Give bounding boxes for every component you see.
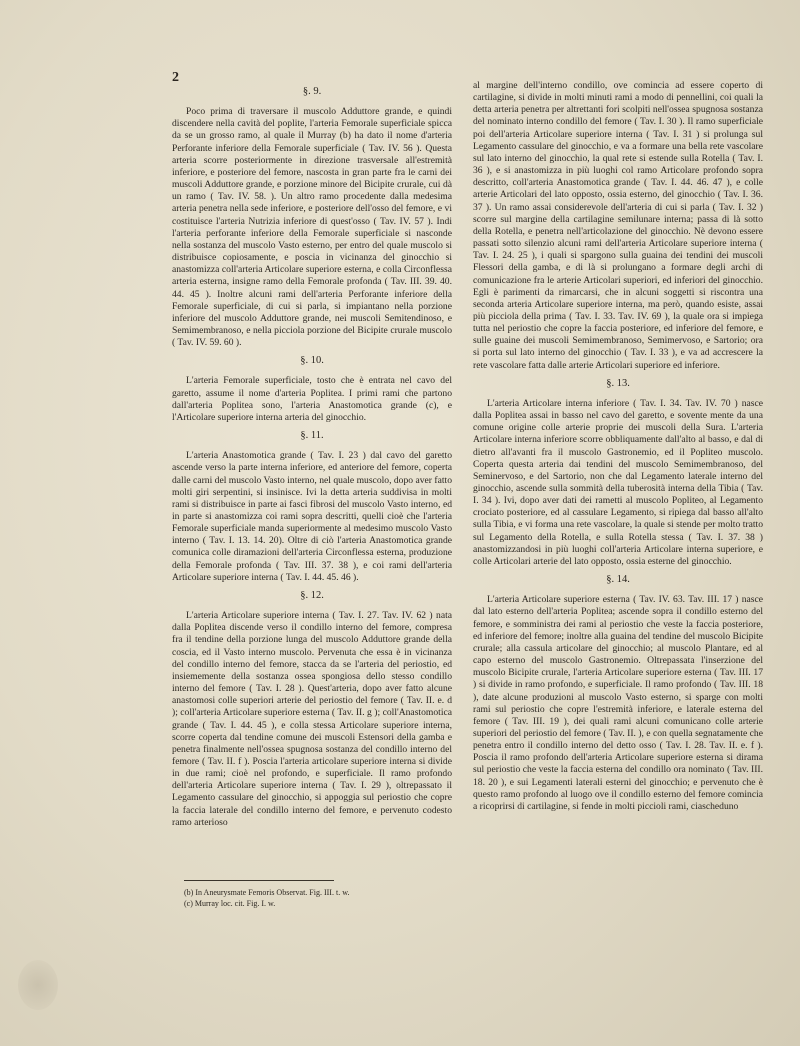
paragraph: L'arteria Articolare interna inferiore ( Tav. I. 34. Tav. IV. 70 ) nasce dalla Poplitea assai in basso nel cavo del garetto, e sovente mente da una comune origine colle arterie proprie dei muscoli della Sura. L'arteria Articolare interna inferiore scorre obbliquamente dall'alto al basso, e dal di dietro all'avanti fra il muscolo Gastronemio, ed il Popliteo muscolo. Coperta questa arteria dai tendini del muscolo Semimembranoso, del Seminervoso, e del Sartorio, non che dal Legamento laterale interno del ginocchio, ascende sulla sommità della tuberosità interna della Tibia ( Tav. I. 34 ). Ivi, dopo aver dati dei rametti al muscolo Popliteo, al Legamento crociato posteriore, ed al cassulare Legamento, si ripiega dal basso all'alto sulla Tibia, e vi forma una rete vascolare, la quale si stende per molto tratto sul Legamento della Rotella, e sulla Rotella stessa ( Tav. I. 37. 38 ) anastomizzandosi in più luoghi coll'arteria Articolare interna superiore, e colle Articolari arterie del lato opposto, ossia esterne del ginocchio. (473, 397, 763, 567)
paragraph: L'arteria Articolare superiore esterna ( Tav. IV. 63. Tav. III. 17 ) nasce dal lato esterno dell'arteria Poplitea; ascende sopra il condillo esterno del femore, e somministra dei rami al periostio che veste la faccia posteriore, ed inferiore del femore; inoltre alla guaina del tendine del muscolo Bicipite crurale; alla cassula articolare del ginocchio; al muscolo Plantare, ed al capo esterno del muscolo Gastronemio. Oltrepassata l'inserzione del muscolo Bicipite crurale, l'arteria Articolare superiore esterna ( Tav. III. 17 ) si divide in ramo profondo, e superficiale. Il ramo profondo ( Tav. III. 18 ), date alcune produzioni al muscolo Vasto esterno, si sparge con molti rami sul periostio che copre l'estremità inferiore, e laterale esterna del femore ( Tav. III. 19 ), dei quali rami alcuni comunicano colle arterie superiori del periostio del femore ( Tav. II. ), e con quella segnatamente che penetra entro il condillo interno del detto osso ( Tav. I. 28. Tav. II. e. f ). Poscia il ramo profondo dell'arteria Articolare superiore esterna si dirama sul periostio che veste la faccia esterna del condillo ora nominato ( Tav. III. 18. 20 ), e sui Legamenti laterali esterni del ginocchio; e pervenuto che è questo ramo profondo al luogo ove il condillo esterno del femore comincia a ricoprirsi di cartilagine, si fende in molti piccioli rami, ciascheduno (473, 594, 763, 812)
section (172, 355, 452, 424)
left-column (172, 80, 452, 829)
footnote-list (172, 887, 452, 909)
section-heading: §. 13. (606, 377, 630, 389)
section-heading: §. 9. (302, 86, 322, 97)
section (473, 80, 763, 372)
section (172, 430, 452, 584)
paragraph: L'arteria Articolare superiore interna ( Tav. I. 27. Tav. IV. 62 ) nata dalla Poplitea discende verso il condillo interno del femore, compresa fra il tendine della porzione lunga del muscolo Adduttore grande della coscia, ed il Vasto interno muscolo. Pervenuta che essa è in vicinanza del condillo interno del femore, stacca da se l'arteria del periostio, ed insiememente della sostanza ossea spongiosa dello stesso condillo interno del femore ( Tav. I. 28 ). Quest'arteria, dopo aver fatto alcune anastomosi colle superiori arterie del periostio del femore ( Tav. II. e. d ); coll'arteria Articolare superiore esterna ( Tav. II. g ); coll'Anastomotica grande ( Tav. I. 44. 45 ), e colla stessa Articolare superiore interna, scorre coperta dal tendine comune dei muscoli Estensori della gamba e penetra finalmente nell'ossea spugnosa sostanza del condillo interno del femore ( Tav. II. f ). Poscia l'arteria articolare superiore interna si divide in due rami; cioè nel profondo, e superficiale. Il ramo profondo dell'arteria Articolare superiore interna ( Tav. I. 29 ), oltrepassato il Legamento cassulare del ginocchio, si appoggia sul periostio che copre la faccia laterale del condillo interno del femore, e pervenuto codesto ramo arterioso (172, 610, 452, 828)
paragraph: al margine dell'interno condillo, ove comincia ad essere coperto di cartilagine, si divide in molti minuti rami a modo di pennellini, coi quali la detta arteria penetra per altrettanti fori scolpiti nell'ossea spugnosa sostanza del nominato interno condillo del femore ( Tav. I. 30 ). Il ramo superficiale poi dell'arteria Articolare superiore interna ( Tav. I. 31 ) si prolunga sul Legamento cassulare del ginocchio, e va a formare una bella rete vascolare sul lato interno del ginocchio, la qual rete si estende sulla Rotella ( Tav. I. 36 ), e si anastomizza in più luoghi col ramo Articolare profondo sopra descritto, coll'arteria Anastomotica grande ( Tav. I. 44. 46. 47 ), e colle arterie Articolari del lato opposto, ossia esterno, del ginocchio ( Tav. I. 36. 37 ). Un ramo assai considerevole dell'arteria di cui si parla ( Tav. I. 32 ) scorre sul margine della cartilagine semilunare interna; passa di là sotto della Rotella, e penetra nell'articolazione del ginocchio. Nè devono essere passati sotto silenzio alcuni rami dell'arteria Articolare superiore interna ( Tav. I. 24. 25 ), i quali si spargono sulla guaina dei tendini dei muscoli Flessori della gamba, e di là si prolungano a formare degli archi di comunicazione fra le arterie Articolari superiori, ed inferiori del ginocchio. Egli è parimenti da rimarcarsi, che in alcuni soggetti si riscontra una seconda arteria Articolare superiore interna, ma però, quando esiste, assai più picciola della prima ( Tav. I. 33. Tav. IV. 69 ), la quale ora si impiega tutta nel periostio che copre la faccia posteriore, ed inferiore del femore, e sulle guaine dei muscoli Semimembranoso, Semimervoso, e Sartorio; ora si porta sul lato interno del ginocchio ( Tav. I. 33 ), e va ad accrescere la rete vascolare fatta dalle arterie Articolari superiore ed inferiore. (473, 80, 763, 371)
section-heading: §. 11. (300, 430, 324, 442)
section-heading: §. 12. (300, 589, 324, 601)
footnote-rule (184, 880, 334, 881)
section (473, 574, 763, 813)
page-number: 2 (172, 70, 179, 85)
section-heading: §. 14. (606, 574, 630, 586)
section-heading: §. 10. (300, 355, 324, 367)
paragraph: Poco prima di traversare il muscolo Adduttore grande, e quindi discendere nella cavità del poplite, l'arteria Femorale superficiale spicca da se un grosso ramo, al quale il Murray (b) ha dato il nome d'arteria Perforante inferiore della Femorale superficiale ( Tav. IV. 56 ). Questa arteria scorre posteriormente in direzione trasversale all'estremità inferiore, e posteriore del femore, nascosta in gran parte fra le carni dei muscoli Adduttore grande, e porzione minore del Bicipite crurale, cui dà un ramo ( Tav. IV. 58. ). Un altro ramo procedente dalla medesima arteria penetra nella sede inferiore, e posteriore dell'osso del femore, e vi costituisce l'arteria Nutrizia inferiore di quest'osso ( Tav. IV. 57 ). Indi l'arteria perforante inferiore della Femorale superficiale si nasconde nella sostanza del muscolo Vasto esterno, per entro del quale muscolo si distribuisce copiosamente, e poscia in vicinanza del ginocchio si anastomizza coll'arteria Articolare superiore esterna, e colla Circonflessa arteria esterna, insigne ramo della Femorale profonda ( Tav. III. 39. 40. 44. 45 ). Inoltre alcuni rami dell'arteria Perforante inferiore della Femorale superficiale, di cui si parla, si impiantano nella porzione inferiore del muscolo Adduttore grande, nei muscoli Semitendinoso, e Semimembranoso, e nella picciola porzione del Bicipite crurale muscolo ( Tav. IV. 59. 60 ). (172, 106, 452, 349)
right-column (473, 80, 763, 813)
footnote: (c) Murray loc. cit. Fig. I. w. (184, 899, 276, 908)
section (172, 590, 452, 829)
footnote: (b) In Aneurysmate Femoris Observat. Fig. III. t. w. (184, 888, 350, 897)
section (473, 378, 763, 568)
paper-stain (18, 960, 58, 1010)
paragraph: L'arteria Femorale superficiale, tosto che è entrata nel cavo del garetto, assume il nome d'arteria Poplitea. I primi rami che partono dall'arteria Poplitea sono, l'arteria Anastomotica grande (c), e l'Articolare superiore interna arteria del ginocchio. (172, 375, 452, 423)
paragraph: L'arteria Anastomotica grande ( Tav. I. 23 ) dal cavo del garetto ascende verso la parte interna inferiore, ed anteriore del femore, coperta dalle carni del muscolo Vasto interno, nel quale muscolo, dopo aver fatto molti giri serpentini, si insinisce. Ivi la detta arteria suddivisa in molti rami si distribuisce in parte ai fasci fibrosi del muscolo Vasto interno, ed in parte si anastomizza coi rami sopra descritti, quelli cioè che l'arteria Femorale superficiale manda superiormente al medesimo muscolo Vasto interno ( Tav. I. 13. 14. 20). Oltre di ciò l'arteria Anastomotica grande comunica colle diramazioni dell'arteria Circonflessa esterna, produzione della Femorale profonda ( Tav. III. 37. 38 ), e coi rami dell'arteria Articolare superiore interna ( Tav. I. 44. 45. 46 ). (172, 450, 452, 583)
section (172, 86, 452, 349)
footnotes (172, 880, 452, 909)
